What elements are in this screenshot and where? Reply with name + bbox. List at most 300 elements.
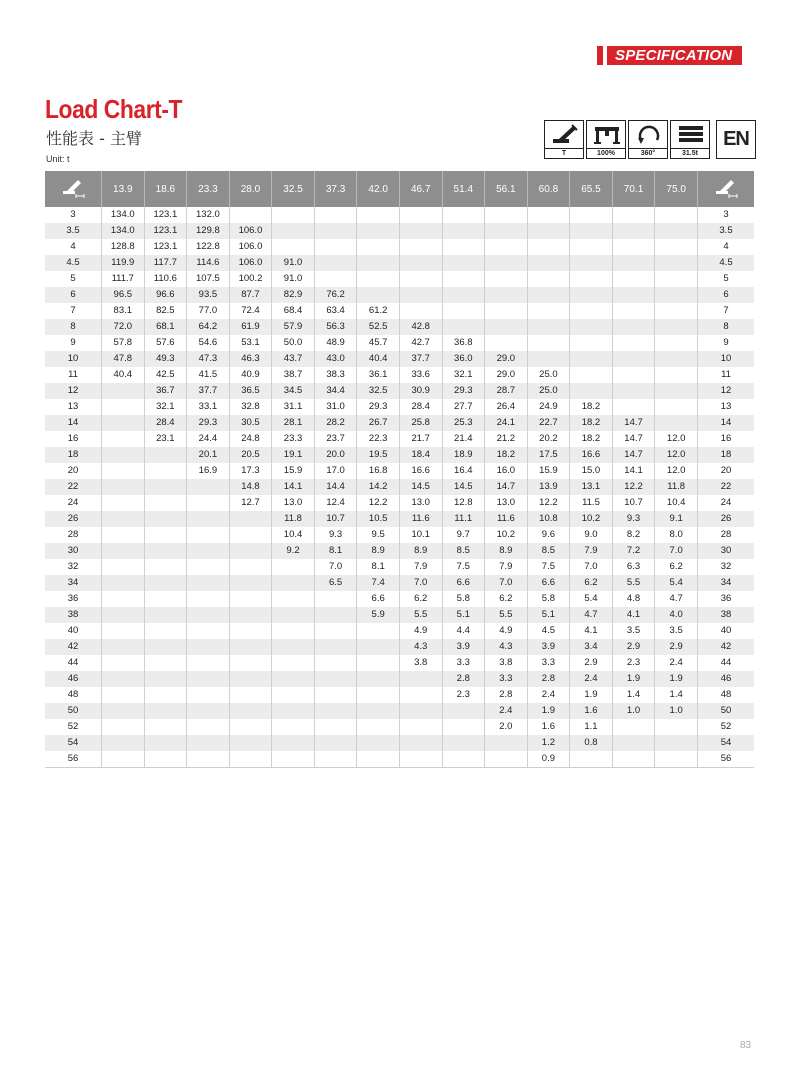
capacity-cell: 3.5 [612, 623, 655, 639]
capacity-cell: 29.0 [485, 367, 528, 383]
capacity-cell: 9.5 [357, 527, 400, 543]
capacity-cell: 5.5 [485, 607, 528, 623]
capacity-cell [655, 351, 698, 367]
capacity-cell: 18.2 [570, 415, 613, 431]
capacity-cell [570, 207, 613, 223]
capacity-cell [314, 735, 357, 751]
capacity-cell: 9.3 [612, 511, 655, 527]
capacity-cell: 4.1 [612, 607, 655, 623]
capacity-cell [357, 751, 400, 768]
capacity-cell: 10.7 [612, 495, 655, 511]
capacity-cell: 3.4 [570, 639, 613, 655]
radius-cell: 30 [698, 543, 755, 559]
capacity-cell: 31.0 [314, 399, 357, 415]
capacity-cell [612, 351, 655, 367]
capacity-cell: 10.8 [527, 511, 570, 527]
capacity-cell [612, 735, 655, 751]
capacity-cell [229, 719, 272, 735]
capacity-cell [144, 559, 187, 575]
capacity-cell: 11.5 [570, 495, 613, 511]
capacity-cell: 5.5 [399, 607, 442, 623]
capacity-cell [229, 735, 272, 751]
capacity-cell [612, 287, 655, 303]
capacity-cell [102, 399, 145, 415]
radius-cell: 40 [698, 623, 755, 639]
capacity-cell: 14.7 [612, 415, 655, 431]
section-tag-label: SPECIFICATION [607, 46, 742, 65]
capacity-cell: 4.7 [655, 591, 698, 607]
capacity-cell: 8.1 [314, 543, 357, 559]
capacity-cell: 8.9 [485, 543, 528, 559]
capacity-cell [314, 751, 357, 768]
radius-cell: 16 [698, 431, 755, 447]
icon-caption: 360° [629, 148, 667, 158]
radius-cell: 26 [45, 511, 102, 527]
capacity-cell: 57.9 [272, 319, 315, 335]
capacity-cell: 14.4 [314, 479, 357, 495]
radius-cell: 38 [45, 607, 102, 623]
capacity-cell: 2.3 [612, 655, 655, 671]
capacity-cell: 72.0 [102, 319, 145, 335]
radius-cell: 9 [70, 337, 76, 348]
radius-header-right [698, 171, 755, 207]
icon-caption: T [545, 148, 583, 158]
radius-cell: 6 [698, 287, 755, 303]
capacity-cell [357, 703, 400, 719]
capacity-cell: 6.6 [442, 575, 485, 591]
table-row [45, 367, 754, 383]
capacity-cell: 5.5 [612, 575, 655, 591]
capacity-cell: 2.4 [485, 703, 528, 719]
capacity-cell: 64.2 [187, 319, 230, 335]
capacity-cell: 8.5 [527, 543, 570, 559]
capacity-cell [655, 367, 698, 383]
capacity-cell [229, 575, 272, 591]
capacity-cell [399, 239, 442, 255]
capacity-cell: 36.8 [442, 335, 485, 351]
capacity-cell: 7.0 [655, 543, 698, 559]
table-row [45, 719, 754, 735]
capacity-cell: 2.8 [442, 671, 485, 687]
capacity-cell: 29.3 [442, 383, 485, 399]
capacity-cell [570, 223, 613, 239]
capacity-cell: 3.5 [655, 623, 698, 639]
table-row [45, 671, 754, 687]
capacity-cell: 34.5 [272, 383, 315, 399]
capacity-cell: 30.9 [399, 383, 442, 399]
capacity-cell [229, 671, 272, 687]
table-row [45, 319, 754, 335]
radius-cell: 18 [698, 447, 755, 463]
capacity-cell [102, 751, 145, 768]
capacity-cell: 28.2 [314, 415, 357, 431]
boom-length-header: 65.5 [570, 171, 613, 207]
capacity-cell: 19.1 [272, 447, 315, 463]
capacity-cell [144, 479, 187, 495]
capacity-cell: 0.8 [570, 735, 613, 751]
capacity-cell [399, 287, 442, 303]
capacity-cell: 4.9 [485, 623, 528, 639]
tag-accent-bar [597, 46, 603, 65]
capacity-cell [357, 255, 400, 271]
boom-length-header: 60.8 [527, 171, 570, 207]
table-row [45, 575, 754, 591]
capacity-cell [485, 735, 528, 751]
capacity-cell: 20.5 [229, 447, 272, 463]
radius-cell: 11 [68, 369, 78, 380]
capacity-cell: 4.7 [570, 607, 613, 623]
capacity-cell: 14.1 [612, 463, 655, 479]
capacity-cell [144, 639, 187, 655]
capacity-cell [527, 287, 570, 303]
radius-cell: 46 [698, 671, 755, 687]
radius-cell: 56 [45, 751, 102, 768]
capacity-cell [144, 495, 187, 511]
capacity-cell [102, 655, 145, 671]
radius-cell: 8 [698, 319, 755, 335]
capacity-cell: 42.7 [399, 335, 442, 351]
capacity-cell [442, 303, 485, 319]
capacity-cell [102, 415, 145, 431]
capacity-cell [357, 735, 400, 751]
table-row [45, 271, 754, 287]
capacity-cell [357, 671, 400, 687]
capacity-cell: 0.9 [527, 751, 570, 768]
capacity-cell: 14.1 [272, 479, 315, 495]
capacity-cell: 37.7 [187, 383, 230, 399]
capacity-cell [399, 271, 442, 287]
capacity-cell [102, 687, 145, 703]
capacity-cell: 9.1 [655, 511, 698, 527]
capacity-cell: 110.6 [144, 271, 187, 287]
capacity-cell: 1.6 [527, 719, 570, 735]
capacity-cell: 82.5 [144, 303, 187, 319]
capacity-cell: 7.2 [612, 543, 655, 559]
capacity-cell [229, 607, 272, 623]
capacity-cell [102, 575, 145, 591]
capacity-cell [442, 207, 485, 223]
capacity-cell: 20.1 [187, 447, 230, 463]
capacity-cell [144, 543, 187, 559]
capacity-cell: 3.9 [527, 639, 570, 655]
capacity-cell [485, 223, 528, 239]
radius-cell: 24 [67, 497, 79, 508]
capacity-cell: 106.0 [229, 239, 272, 255]
capacity-cell: 18.4 [399, 447, 442, 463]
radius-cell: 36 [67, 593, 79, 604]
capacity-cell: 20.2 [527, 431, 570, 447]
capacity-cell [102, 703, 145, 719]
capacity-cell [144, 735, 187, 751]
capacity-cell [612, 207, 655, 223]
table-row [45, 495, 754, 511]
capacity-cell: 11.8 [655, 479, 698, 495]
capacity-cell: 5.9 [357, 607, 400, 623]
capacity-cell: 25.0 [527, 383, 570, 399]
capacity-cell [144, 527, 187, 543]
capacity-cell: 2.9 [655, 639, 698, 655]
capacity-cell: 17.3 [229, 463, 272, 479]
capacity-cell [314, 255, 357, 271]
capacity-cell: 23.7 [314, 431, 357, 447]
capacity-cell [442, 703, 485, 719]
radius-cell: 5 [70, 273, 76, 284]
capacity-cell [314, 671, 357, 687]
capacity-cell: 16.9 [187, 463, 230, 479]
capacity-cell [229, 527, 272, 543]
capacity-cell [187, 543, 230, 559]
table-row [45, 255, 754, 271]
boom-length-header: 70.1 [612, 171, 655, 207]
capacity-cell: 4.3 [485, 639, 528, 655]
capacity-cell [144, 655, 187, 671]
radius-cell: 54 [698, 735, 755, 751]
table-row [45, 335, 754, 351]
capacity-cell: 10.4 [272, 527, 315, 543]
radius-cell: 50 [698, 703, 755, 719]
capacity-cell: 15.0 [570, 463, 613, 479]
capacity-cell [399, 671, 442, 687]
capacity-cell: 61.2 [357, 303, 400, 319]
radius-cell: 13 [67, 401, 79, 412]
radius-cell: 20 [698, 463, 755, 479]
capacity-cell: 38.3 [314, 367, 357, 383]
capacity-cell [102, 719, 145, 735]
capacity-cell [442, 287, 485, 303]
capacity-cell: 8.5 [442, 543, 485, 559]
table-row [45, 447, 754, 463]
capacity-cell: 4.4 [442, 623, 485, 639]
capacity-cell [314, 207, 357, 223]
capacity-cell [442, 319, 485, 335]
capacity-cell: 5.4 [570, 591, 613, 607]
capacity-cell [655, 335, 698, 351]
boom-radius-icon [60, 177, 86, 199]
capacity-cell: 11.1 [442, 511, 485, 527]
table-row [45, 623, 754, 639]
capacity-cell [399, 687, 442, 703]
capacity-cell: 28.4 [144, 415, 187, 431]
radius-cell: 5 [698, 271, 755, 287]
capacity-cell: 111.7 [102, 271, 145, 287]
capacity-cell [485, 751, 528, 768]
radius-cell: 42 [698, 639, 755, 655]
radius-cell: 48 [698, 687, 755, 703]
capacity-cell: 50.0 [272, 335, 315, 351]
capacity-cell [357, 687, 400, 703]
capacity-cell: 23.1 [144, 431, 187, 447]
capacity-cell: 12.0 [655, 447, 698, 463]
page-number: 83 [740, 1040, 752, 1051]
capacity-cell: 11.8 [272, 511, 315, 527]
capacity-cell: 14.5 [442, 479, 485, 495]
radius-cell: 12 [698, 383, 755, 399]
capacity-cell [399, 255, 442, 271]
capacity-cell [187, 495, 230, 511]
capacity-cell [485, 271, 528, 287]
capacity-cell [102, 671, 145, 687]
capacity-cell: 26.4 [485, 399, 528, 415]
capacity-cell [102, 735, 145, 751]
capacity-cell: 68.4 [272, 303, 315, 319]
capacity-cell [570, 271, 613, 287]
capacity-cell: 23.3 [272, 431, 315, 447]
capacity-cell: 117.7 [144, 255, 187, 271]
capacity-cell [570, 367, 613, 383]
table-row [45, 207, 754, 223]
capacity-cell: 3.8 [485, 655, 528, 671]
capacity-cell [229, 655, 272, 671]
capacity-cell [357, 271, 400, 287]
capacity-cell: 24.9 [527, 399, 570, 415]
capacity-cell [144, 463, 187, 479]
capacity-cell [102, 543, 145, 559]
capacity-cell [314, 223, 357, 239]
radius-cell: 3 [70, 209, 76, 220]
capacity-cell [144, 751, 187, 768]
capacity-cell [144, 511, 187, 527]
capacity-cell [272, 575, 315, 591]
table-row [45, 287, 754, 303]
capacity-cell: 56.3 [314, 319, 357, 335]
capacity-cell: 43.7 [272, 351, 315, 367]
capacity-cell: 4.0 [655, 607, 698, 623]
capacity-cell: 16.8 [357, 463, 400, 479]
capacity-cell: 129.8 [187, 223, 230, 239]
capacity-cell: 32.1 [144, 399, 187, 415]
capacity-cell [655, 287, 698, 303]
capacity-cell: 72.4 [229, 303, 272, 319]
capacity-cell: 14.5 [399, 479, 442, 495]
capacity-cell [144, 575, 187, 591]
capacity-cell: 13.0 [272, 495, 315, 511]
capacity-cell [655, 319, 698, 335]
capacity-cell: 3.8 [399, 655, 442, 671]
boom-length-header: 13.9 [102, 171, 145, 207]
capacity-cell: 123.1 [144, 239, 187, 255]
capacity-cell: 27.7 [442, 399, 485, 415]
table-row [45, 239, 754, 255]
capacity-cell: 7.0 [570, 559, 613, 575]
capacity-cell: 52.5 [357, 319, 400, 335]
capacity-cell [314, 719, 357, 735]
capacity-cell: 5.8 [442, 591, 485, 607]
capacity-cell: 7.0 [399, 575, 442, 591]
table-row [45, 511, 754, 527]
capacity-cell [655, 735, 698, 751]
capacity-cell [655, 303, 698, 319]
capacity-cell: 6.6 [357, 591, 400, 607]
radius-cell: 18 [45, 447, 102, 463]
capacity-cell: 8.1 [357, 559, 400, 575]
capacity-cell [570, 383, 613, 399]
capacity-cell [527, 303, 570, 319]
telescopic-boom-icon [551, 123, 579, 147]
radius-cell: 36 [698, 591, 755, 607]
capacity-cell: 45.7 [357, 335, 400, 351]
capacity-cell: 36.0 [442, 351, 485, 367]
capacity-cell [655, 223, 698, 239]
capacity-cell [314, 703, 357, 719]
capacity-cell: 8.0 [655, 527, 698, 543]
counterweight-box [670, 120, 710, 159]
capacity-cell [655, 207, 698, 223]
table-row [45, 655, 754, 671]
capacity-cell [527, 239, 570, 255]
capacity-cell [102, 559, 145, 575]
capacity-cell [655, 399, 698, 415]
capacity-cell: 61.9 [229, 319, 272, 335]
radius-cell: 14 [45, 415, 102, 431]
capacity-cell: 13.9 [527, 479, 570, 495]
capacity-cell: 8.2 [612, 527, 655, 543]
capacity-cell [314, 271, 357, 287]
radius-cell: 13 [698, 399, 755, 415]
capacity-cell [357, 239, 400, 255]
capacity-cell [399, 751, 442, 768]
radius-cell: 50 [45, 703, 102, 719]
capacity-cell: 5.8 [527, 591, 570, 607]
capacity-cell: 9.6 [527, 527, 570, 543]
capacity-cell [442, 223, 485, 239]
capacity-cell: 10.1 [399, 527, 442, 543]
capacity-cell [229, 687, 272, 703]
capacity-cell [102, 607, 145, 623]
language-badge: EN [716, 120, 756, 159]
radius-cell: 4 [70, 241, 76, 252]
capacity-cell [527, 223, 570, 239]
capacity-cell [485, 319, 528, 335]
capacity-cell: 106.0 [229, 255, 272, 271]
capacity-cell: 46.3 [229, 351, 272, 367]
page-title: Load Chart-T [45, 94, 183, 124]
capacity-cell: 91.0 [272, 255, 315, 271]
capacity-cell [272, 223, 315, 239]
radius-cell: 14 [698, 415, 755, 431]
radius-cell: 20 [67, 465, 79, 476]
capacity-cell: 76.2 [314, 287, 357, 303]
capacity-cell: 4.5 [527, 623, 570, 639]
radius-cell: 28 [67, 529, 79, 540]
table-row [45, 751, 754, 768]
rotation-icon [635, 123, 663, 147]
capacity-cell: 107.5 [187, 271, 230, 287]
capacity-cell: 34.4 [314, 383, 357, 399]
capacity-cell: 16.6 [570, 447, 613, 463]
capacity-cell [272, 607, 315, 623]
capacity-cell [229, 623, 272, 639]
radius-cell: 30 [45, 543, 102, 559]
capacity-cell [187, 639, 230, 655]
radius-cell: 4.5 [45, 255, 102, 271]
capacity-cell [144, 703, 187, 719]
capacity-cell [144, 607, 187, 623]
capacity-cell [144, 719, 187, 735]
capacity-cell [102, 639, 145, 655]
capacity-cell [570, 751, 613, 768]
table-row [45, 479, 754, 495]
capacity-cell [570, 287, 613, 303]
capacity-cell [485, 255, 528, 271]
capacity-cell [272, 639, 315, 655]
capacity-cell [527, 351, 570, 367]
capacity-cell: 49.3 [144, 351, 187, 367]
radius-cell: 22 [698, 479, 755, 495]
capacity-cell: 6.2 [399, 591, 442, 607]
load-chart-table [45, 171, 754, 768]
icon-caption: 100% [587, 148, 625, 158]
boom-length-header: 37.3 [314, 171, 357, 207]
